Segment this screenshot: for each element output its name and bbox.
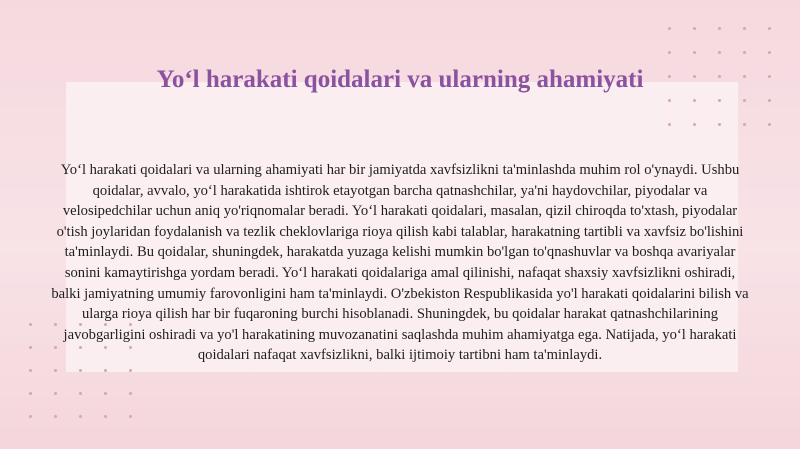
slide-body-text: Yo‘l harakati qoidalari va ularning ahamiyati har bir jamiyatda xavfsizlikni ta'minlashda muhim rol o'ynaydi. Ushbu qoidalar, avvalo, yo‘l harakatida ishtirok etayotgan barcha qatnashchilar, ya'ni haydovchilar, piyodalar va velosipedchilar uchun aniq yo'riqnomalar beradi. Yo‘l harakati qoidalari, masalan, qizil chiroqda to'xtash, piyodalar o'tish joylaridan foydalanish va tezlik cheklovlariga rioya qilish kabi talablar, harakatning tartibli va xavfsiz bo'lishini ta'minlaydi. Bu qoidalar, shuningdek, harakatda yuzaga kelishi mumkin bo'lgan to'qnashuvlar va boshqa avariyalar sonini kamaytirishga yordam beradi. Yo‘l harakati qoidalariga amal qilinishi, nafaqat shaxsiy xavfsizlikni oshiradi, balki jamiyatning umumiy farovonligini ham ta'minlaydi. O'zbekiston Respublikasida yo'l harakati qoidalarini bilish va ularga rioya qilish har bir fuqaroning burchi hisoblanadi. Shuningdek, bu qoidalar harakat qatnashchilarining javobgarligini oshiradi va yo'l harakatining muvozanatini saqlashda muhim ahamiyatga ega. Natijada, yo‘l harakati qoidalari nafaqat xavfsizlikni, balki ijtimoiy tartibni ham ta'minlaydi.	[51, 162, 749, 364]
slide-title: Yo‘l harakati qoidalari va ularning ahamiyati	[156, 66, 644, 93]
